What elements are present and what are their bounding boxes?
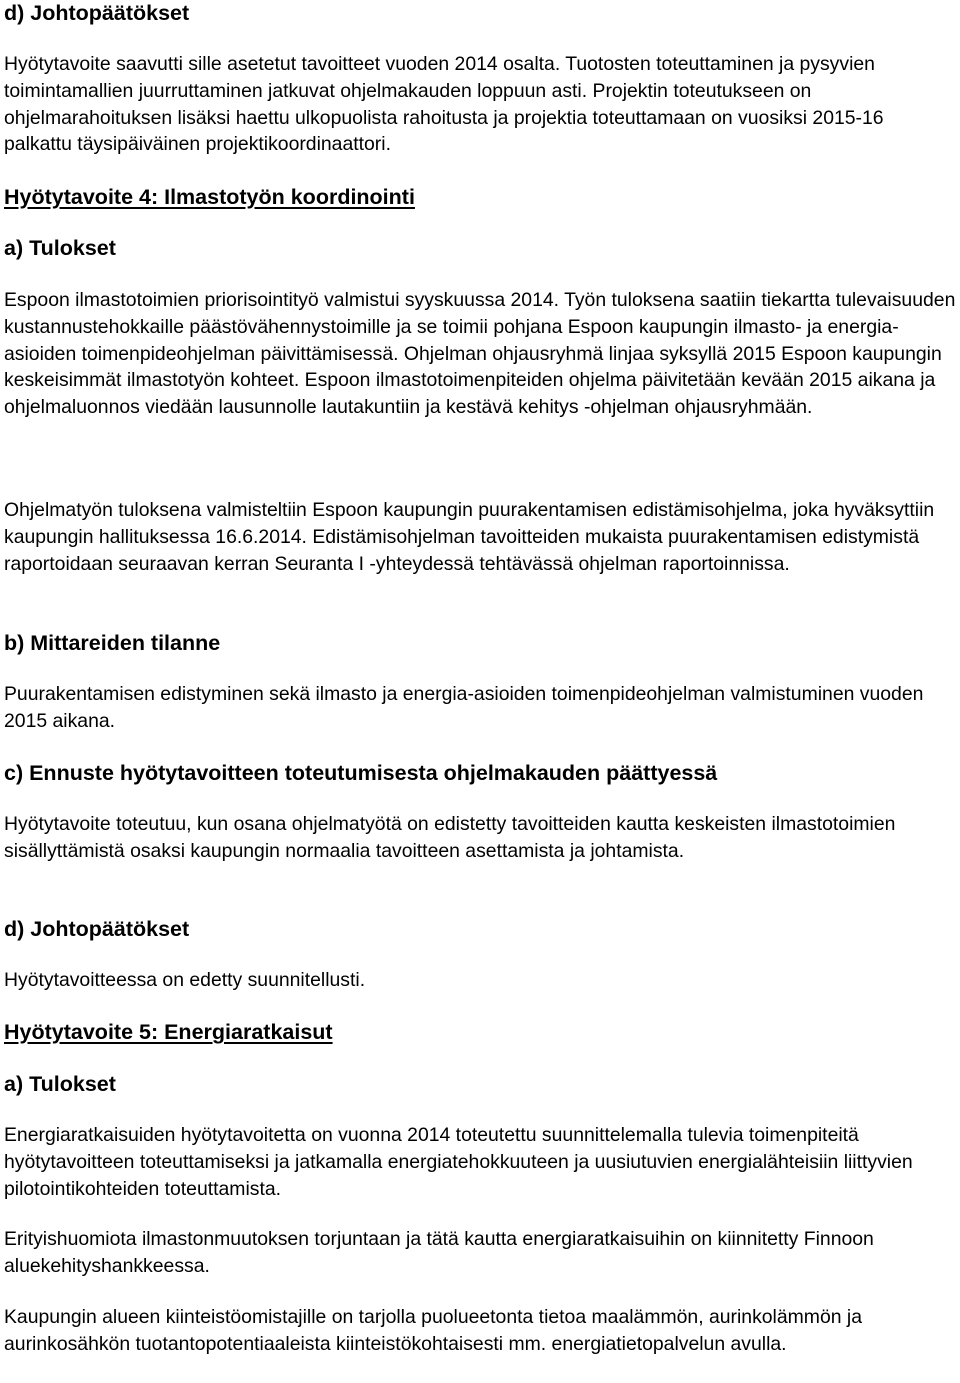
heading-results: a) Tulokset bbox=[4, 236, 116, 260]
paragraph-conclusions: Hyötytavoite saavutti sille asetetut tavoitteet vuoden 2014 osalta. Tuotosten toteuttaminen ja pysyvien toimintamallien juurruttaminen jatkuvat ohjelmakauden loppuun asti. Projektin toteutukseen on ohjelmarahoituksen lisäksi haettu ulkopuolista rahoitusta ja projektia toteuttamaan on vuosiksi 2015-16 palkattu täysipäiväinen projektikoordinaattori. bbox=[4, 53, 884, 156]
paragraph-results-1: Espoon ilmastotoimien priorisointityö valmistui syyskuussa 2014. Työn tuloksena saatiin tiekartta tulevaisuuden kustannustehokkaille päästövähennystoimille ja se toimii pohjana Espoon kaupungin ilmasto- ja energia-asioiden toimenpideohjelman päivittämisessä. Ohjelman ohjausryhmä linjaa syksyllä 2015 Espoon kaupungin keskeisimmät ilmastotyön kohteet. Espoon ilmastotoimenpiteiden ohjelma päivitetään kevään 2015 aikana ja ohjelmaluonnos viedään lausunnolle lautakuntiin ja kestävä kehitys -ohjelman ohjausryhmään. bbox=[4, 289, 956, 419]
paragraph-energy-1: Energiaratkaisuiden hyötytavoitetta on vuonna 2014 toteutettu suunnittelemalla tulevia toimenpiteitä hyötytavoitteen toteuttamiseksi ja jatkamalla energiatehokkuuteen ja uusiutuvien energialähteisiin liittyvien pilotointikohteiden toteuttamista. bbox=[4, 1124, 913, 1200]
paragraph-conclusions-2: Hyötytavoitteessa on edetty suunnitellusti. bbox=[4, 969, 366, 991]
heading-benefit-goal-5: Hyötytavoite 5: Energiaratkaisut bbox=[4, 1020, 333, 1044]
heading-conclusions-2: d) Johtopäätökset bbox=[4, 917, 190, 941]
heading-results-2: a) Tulokset bbox=[4, 1072, 116, 1096]
heading-conclusions: d) Johtopäätökset bbox=[4, 1, 190, 25]
paragraph-forecast: Hyötytavoite toteutuu, kun osana ohjelmatyötä on edistetty tavoitteiden kautta keskeisten ilmastotoimien sisällyttämistä osaksi kaupungin normaalia tavoitteen asettamista ja johtamista. bbox=[4, 813, 896, 862]
paragraph-energy-3: Kaupungin alueen kiinteistöomistajille on tarjolla puolueetonta tietoa maalämmön, aurinkolämmön ja aurinkosähkön tuotantopotentiaaleista kiinteistökohtaisesti mm. energiatietopalvelun avulla. bbox=[4, 1306, 863, 1355]
paragraph-results-2: Ohjelmatyön tuloksena valmisteltiin Espoon kaupungin puurakentamisen edistämisohjelma, joka hyväksyttiin kaupungin hallituksessa 16.6.2014. Edistämisohjelman tavoitteiden mukaista puurakentamisen edistymistä raportoidaan seuraavan kerran Seuranta I -yhteydessä tehtävässä ohjelman raportoinnissa. bbox=[4, 499, 935, 575]
paragraph-energy-2: Erityishuomiota ilmastonmuutoksen torjuntaan ja tätä kautta energiaratkaisuihin on kiinnitetty Finnoon aluekehityshankkeessa. bbox=[4, 1228, 874, 1277]
heading-forecast: c) Ennuste hyötytavoitteen toteutumisesta ohjelmakauden päättyessä bbox=[4, 761, 718, 785]
heading-metrics-status: b) Mittareiden tilanne bbox=[4, 631, 221, 655]
paragraph-metrics-status: Puurakentamisen edistyminen sekä ilmasto ja energia-asioiden toimenpideohjelman valmistuminen vuoden 2015 aikana. bbox=[4, 683, 924, 732]
heading-benefit-goal-4: Hyötytavoite 4: Ilmastotyön koordinointi bbox=[4, 185, 415, 209]
